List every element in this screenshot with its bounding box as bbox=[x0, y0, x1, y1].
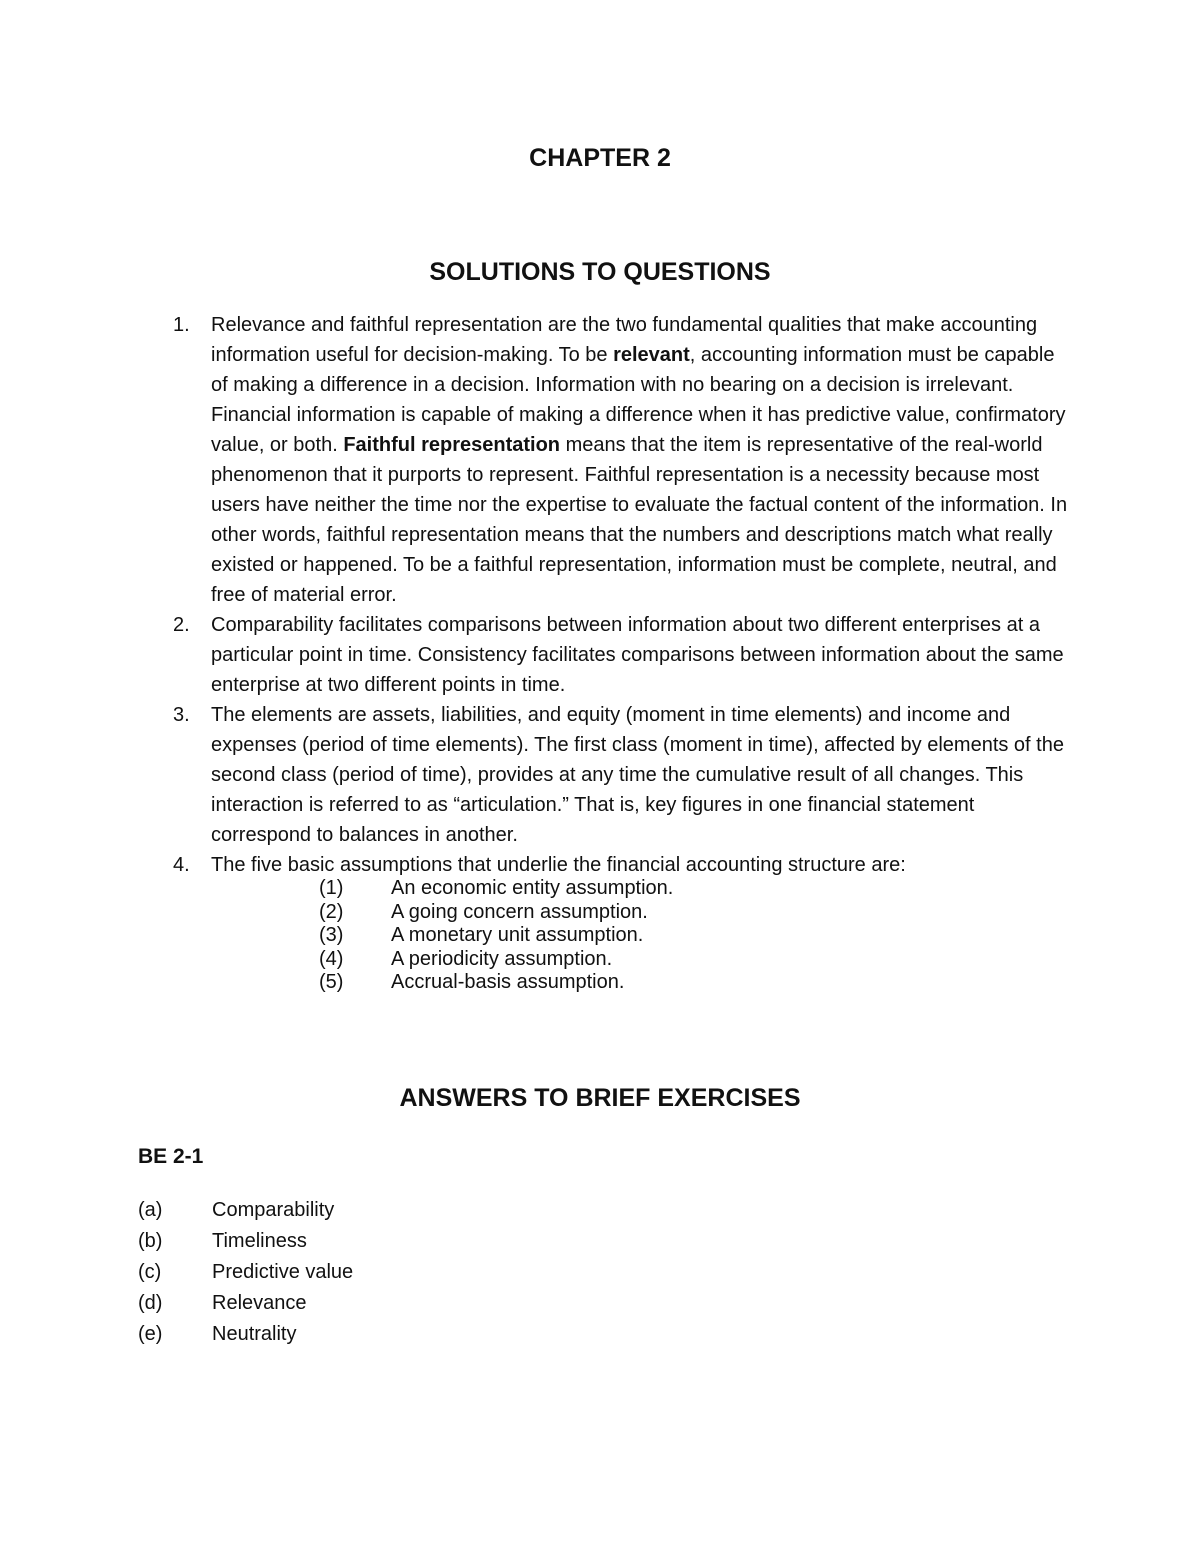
question-item-1 bbox=[173, 310, 1073, 610]
answer-item: (e) Neutrality bbox=[138, 1323, 297, 1345]
assumption-item: (3) A monetary unit assumption. bbox=[319, 924, 644, 947]
assumptions-list bbox=[211, 877, 1073, 995]
question-item-3 bbox=[173, 700, 1073, 850]
brief-exercise-answers bbox=[138, 1195, 738, 1350]
chapter-title: CHAPTER 2 bbox=[529, 144, 671, 172]
question-text: Comparability facilitates comparisons between information about two different enterprises at a particular point in time. Consistency facilitates comparisons between information about the same enterprise at two different points in time. bbox=[211, 614, 1064, 696]
assumption-item: (1) An economic entity assumption. bbox=[319, 877, 674, 899]
question-number: 1. bbox=[173, 314, 190, 336]
answer-item: (d) Relevance bbox=[138, 1292, 307, 1314]
answer-item: (a) Comparability bbox=[138, 1199, 335, 1221]
question-text: The five basic assumptions that underlie the financial accounting structure are: bbox=[211, 854, 906, 876]
question-item-4 bbox=[173, 850, 1073, 995]
question-text: Relevance and faithful representation are the two fundamental qualities that make accounting information useful for decision-making. To be relevant, accounting information must be capable of making a difference in a decision. Information with no bearing on a decision is irrelevant. Financial information is capable of making a difference when it has predictive value, confirmatory value, or both. Faithful representation means that the item is representative of the real-world phenomenon that it purports to represent. Faithful representation is a necessity because most users have neither the time nor the expertise to evaluate the factual content of the information. In other words, faithful representation means that the numbers and descriptions match what really existed or happened. To be a faithful representation, information must be complete, neutral, and free of material error. bbox=[211, 314, 1068, 606]
question-number: 3. bbox=[173, 704, 190, 726]
brief-exercise-label: BE 2-1 bbox=[138, 1145, 204, 1168]
assumption-item: (2) A going concern assumption. bbox=[319, 900, 648, 923]
question-item-2 bbox=[173, 610, 1073, 700]
answer-item: (c) Predictive value bbox=[138, 1261, 354, 1283]
assumption-item: (4) A periodicity assumption. bbox=[319, 947, 613, 970]
answers-heading: ANSWERS TO BRIEF EXERCISES bbox=[399, 1084, 801, 1112]
answer-item: (b) Timeliness bbox=[138, 1230, 307, 1252]
question-number: 2. bbox=[173, 614, 190, 636]
questions-list bbox=[173, 310, 1073, 995]
solutions-heading: SOLUTIONS TO QUESTIONS bbox=[429, 258, 771, 286]
question-number: 4. bbox=[173, 854, 190, 876]
bold-term-relevant: relevant bbox=[613, 344, 690, 366]
bold-term-faithful-representation: Faithful representation bbox=[343, 434, 561, 456]
assumption-item: (5) Accrual-basis assumption. bbox=[319, 971, 625, 994]
question-text: The elements are assets, liabilities, and equity (moment in time elements) and income and expenses (period of time elements). The first class (moment in time), affected by elements of the second class (period of time), provides at any time the cumulative result of all changes. This interaction is referred to as “articulation.” That is, key figures in one financial statement correspond to balances in another. bbox=[211, 704, 1064, 846]
